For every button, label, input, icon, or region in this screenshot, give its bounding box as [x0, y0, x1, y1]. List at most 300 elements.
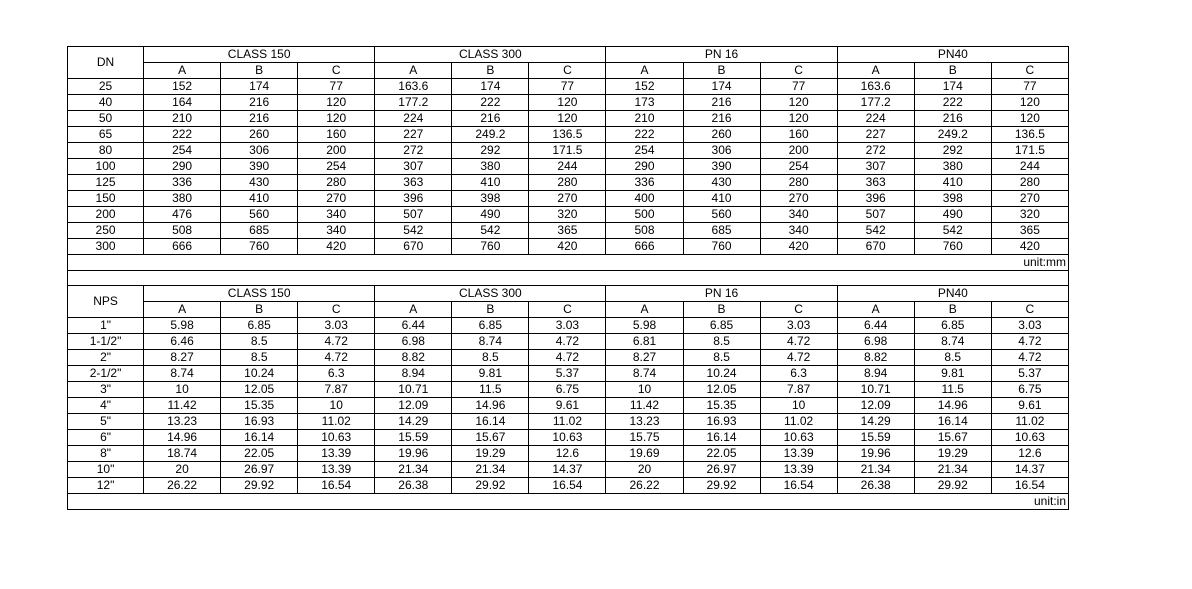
table-cell: 16.54 [991, 478, 1068, 494]
mm-sub-header: C [298, 63, 375, 79]
mm-key-cell: 250 [68, 223, 144, 239]
table-cell: 22.05 [683, 446, 760, 462]
in-sub-header: C [298, 302, 375, 318]
table-cell: 340 [298, 207, 375, 223]
table-cell: 8.94 [837, 366, 914, 382]
table-cell: 8.74 [144, 366, 221, 382]
table-cell: 400 [606, 191, 683, 207]
table-cell: 29.92 [221, 478, 298, 494]
in-sub-header: A [606, 302, 683, 318]
table-cell: 8.5 [683, 334, 760, 350]
table-cell: 398 [452, 191, 529, 207]
mm-sub-header: C [991, 63, 1068, 79]
in-key-cell: 2" [68, 350, 144, 366]
table-cell: 254 [760, 159, 837, 175]
table-cell: 3.03 [991, 318, 1068, 334]
table-row [68, 223, 1069, 239]
table-cell: 760 [914, 239, 991, 255]
table-cell: 8.94 [375, 366, 452, 382]
table-cell: 290 [144, 159, 221, 175]
table-cell: 16.54 [298, 478, 375, 494]
table-cell: 14.37 [991, 462, 1068, 478]
table-cell: 254 [144, 143, 221, 159]
table-cell: 5.98 [606, 318, 683, 334]
table-cell: 19.96 [375, 446, 452, 462]
table-cell: 760 [452, 239, 529, 255]
table-cell: 336 [606, 175, 683, 191]
table-cell: 120 [529, 111, 606, 127]
in-group-header: PN 16 [606, 286, 837, 302]
table-cell: 542 [452, 223, 529, 239]
table-cell: 420 [991, 239, 1068, 255]
table-cell: 216 [914, 111, 991, 127]
table-cell: 6.46 [144, 334, 221, 350]
mm-key-header: DN [68, 47, 144, 79]
table-cell: 13.39 [298, 462, 375, 478]
table-cell: 21.34 [914, 462, 991, 478]
table-cell: 15.67 [452, 430, 529, 446]
in-sub-header: C [529, 302, 606, 318]
table-cell: 280 [529, 175, 606, 191]
table-cell: 10 [144, 382, 221, 398]
table-cell: 171.5 [529, 143, 606, 159]
mm-sub-header: B [683, 63, 760, 79]
mm-group-header-row [68, 47, 1069, 63]
table-cell: 26.22 [144, 478, 221, 494]
table-cell: 8.5 [221, 350, 298, 366]
table-cell: 152 [144, 79, 221, 95]
table-cell: 15.59 [375, 430, 452, 446]
table-cell: 174 [914, 79, 991, 95]
table-cell: 10.71 [375, 382, 452, 398]
table-cell: 430 [221, 175, 298, 191]
table-cell: 210 [144, 111, 221, 127]
table-row [68, 318, 1069, 334]
dimension-sheet [67, 46, 1069, 510]
table-cell: 6.85 [683, 318, 760, 334]
table-cell: 320 [529, 207, 606, 223]
table-cell: 14.96 [914, 398, 991, 414]
mm-sub-header: A [144, 63, 221, 79]
table-row [68, 446, 1069, 462]
table-cell: 500 [606, 207, 683, 223]
table-cell: 420 [298, 239, 375, 255]
table-cell: 10.24 [221, 366, 298, 382]
table-cell: 8.5 [683, 350, 760, 366]
table-cell: 320 [991, 207, 1068, 223]
table-cell: 254 [606, 143, 683, 159]
table-cell: 6.3 [760, 366, 837, 382]
table-cell: 6.98 [837, 334, 914, 350]
table-cell: 6.85 [914, 318, 991, 334]
table-cell: 5.37 [529, 366, 606, 382]
table-cell: 16.54 [529, 478, 606, 494]
table-cell: 10.63 [298, 430, 375, 446]
table-cell: 10.71 [837, 382, 914, 398]
in-sub-header: A [375, 302, 452, 318]
table-cell: 420 [529, 239, 606, 255]
table-cell: 4.72 [298, 334, 375, 350]
table-cell: 19.29 [452, 446, 529, 462]
table-row [68, 207, 1069, 223]
table-cell: 21.34 [452, 462, 529, 478]
table-cell: 8.27 [606, 350, 683, 366]
table-cell: 9.81 [452, 366, 529, 382]
table-cell: 542 [375, 223, 452, 239]
table-cell: 508 [606, 223, 683, 239]
mm-sub-header: C [760, 63, 837, 79]
table-row [68, 382, 1069, 398]
in-key-cell: 1-1/2" [68, 334, 144, 350]
in-sub-header: B [452, 302, 529, 318]
in-key-cell: 8" [68, 446, 144, 462]
table-cell: 164 [144, 95, 221, 111]
table-cell: 507 [837, 207, 914, 223]
table-cell: 490 [914, 207, 991, 223]
table-cell: 560 [221, 207, 298, 223]
table-cell: 12.09 [837, 398, 914, 414]
table-cell: 9.61 [991, 398, 1068, 414]
table-cell: 12.6 [529, 446, 606, 462]
table-row [68, 350, 1069, 366]
table-cell: 14.29 [375, 414, 452, 430]
table-cell: 6.44 [375, 318, 452, 334]
table-cell: 249.2 [452, 127, 529, 143]
table-cell: 174 [683, 79, 760, 95]
table-row [68, 462, 1069, 478]
table-cell: 11.42 [144, 398, 221, 414]
table-cell: 4.72 [760, 350, 837, 366]
table-cell: 272 [837, 143, 914, 159]
table-cell: 6.3 [298, 366, 375, 382]
table-cell: 306 [683, 143, 760, 159]
table-cell: 280 [760, 175, 837, 191]
table-cell: 136.5 [991, 127, 1068, 143]
table-cell: 29.92 [683, 478, 760, 494]
table-cell: 292 [914, 143, 991, 159]
table-cell: 120 [298, 111, 375, 127]
table-cell: 26.38 [375, 478, 452, 494]
table-cell: 4.72 [991, 350, 1068, 366]
table-cell: 8.5 [452, 350, 529, 366]
table-cell: 222 [144, 127, 221, 143]
table-row [68, 111, 1069, 127]
table-cell: 12.09 [375, 398, 452, 414]
table-cell: 20 [144, 462, 221, 478]
table-cell: 760 [221, 239, 298, 255]
table-cell: 26.22 [606, 478, 683, 494]
table-cell: 10 [606, 382, 683, 398]
table-cell: 18.74 [144, 446, 221, 462]
table-cell: 77 [529, 79, 606, 95]
table-cell: 363 [837, 175, 914, 191]
mm-key-cell: 40 [68, 95, 144, 111]
table-row [68, 414, 1069, 430]
table-cell: 227 [375, 127, 452, 143]
table-cell: 216 [452, 111, 529, 127]
mm-sub-header-row [68, 63, 1069, 79]
table-cell: 152 [606, 79, 683, 95]
table-cell: 120 [298, 95, 375, 111]
in-sub-header-row [68, 302, 1069, 318]
mm-sub-header: C [529, 63, 606, 79]
table-cell: 4.72 [529, 350, 606, 366]
table-cell: 4.72 [991, 334, 1068, 350]
table-row [68, 366, 1069, 382]
table-cell: 15.75 [606, 430, 683, 446]
table-cell: 9.81 [914, 366, 991, 382]
table-cell: 12.05 [683, 382, 760, 398]
in-key-cell: 2-1/2" [68, 366, 144, 382]
table-cell: 11.02 [529, 414, 606, 430]
table-row [68, 191, 1069, 207]
table-cell: 120 [760, 95, 837, 111]
table-cell: 14.96 [144, 430, 221, 446]
table-cell: 270 [529, 191, 606, 207]
table-cell: 490 [452, 207, 529, 223]
table-cell: 136.5 [529, 127, 606, 143]
table-cell: 13.23 [144, 414, 221, 430]
table-cell: 6.85 [221, 318, 298, 334]
in-group-header: CLASS 150 [144, 286, 375, 302]
table-cell: 365 [991, 223, 1068, 239]
table-cell: 15.59 [837, 430, 914, 446]
table-cell: 16.14 [914, 414, 991, 430]
table-cell: 8.74 [914, 334, 991, 350]
table-cell: 222 [452, 95, 529, 111]
table-cell: 363 [375, 175, 452, 191]
in-sub-header: C [991, 302, 1068, 318]
table-cell: 26.97 [683, 462, 760, 478]
in-sub-header: B [221, 302, 298, 318]
table-cell: 216 [221, 111, 298, 127]
table-row [68, 79, 1069, 95]
table-cell: 163.6 [375, 79, 452, 95]
table-cell: 173 [606, 95, 683, 111]
table-cell: 12.6 [991, 446, 1068, 462]
table-cell: 380 [144, 191, 221, 207]
in-sub-header: B [914, 302, 991, 318]
in-group-header: PN40 [837, 286, 1068, 302]
table-cell: 77 [760, 79, 837, 95]
table-cell: 8.27 [144, 350, 221, 366]
in-sub-header: C [760, 302, 837, 318]
table-cell: 174 [452, 79, 529, 95]
table-cell: 177.2 [837, 95, 914, 111]
table-cell: 15.35 [683, 398, 760, 414]
table-cell: 8.5 [914, 350, 991, 366]
table-cell: 222 [606, 127, 683, 143]
table-cell: 260 [683, 127, 760, 143]
table-cell: 13.39 [760, 462, 837, 478]
table-cell: 200 [298, 143, 375, 159]
table-cell: 11.02 [298, 414, 375, 430]
table-cell: 11.02 [991, 414, 1068, 430]
table-cell: 270 [760, 191, 837, 207]
table-row [68, 334, 1069, 350]
table-cell: 8.74 [606, 366, 683, 382]
table-cell: 13.39 [760, 446, 837, 462]
mm-sub-header: A [837, 63, 914, 79]
table-cell: 249.2 [914, 127, 991, 143]
table-cell: 685 [683, 223, 760, 239]
table-cell: 420 [760, 239, 837, 255]
table-cell: 280 [991, 175, 1068, 191]
mm-key-cell: 50 [68, 111, 144, 127]
table-cell: 8.82 [375, 350, 452, 366]
in-key-cell: 4" [68, 398, 144, 414]
table-cell: 222 [914, 95, 991, 111]
table-cell: 410 [683, 191, 760, 207]
table-cell: 11.02 [760, 414, 837, 430]
table-cell: 340 [298, 223, 375, 239]
dimension-table [67, 46, 1069, 510]
table-cell: 8.82 [837, 350, 914, 366]
mm-sub-header: B [914, 63, 991, 79]
table-cell: 260 [221, 127, 298, 143]
mm-sub-header: A [375, 63, 452, 79]
table-cell: 396 [837, 191, 914, 207]
table-cell: 227 [837, 127, 914, 143]
table-cell: 5.98 [144, 318, 221, 334]
table-cell: 16.14 [683, 430, 760, 446]
mm-group-header: CLASS 150 [144, 47, 375, 63]
table-cell: 3.03 [760, 318, 837, 334]
table-cell: 9.61 [529, 398, 606, 414]
table-cell: 14.29 [837, 414, 914, 430]
table-cell: 163.6 [837, 79, 914, 95]
table-cell: 120 [991, 111, 1068, 127]
table-cell: 29.92 [914, 478, 991, 494]
table-cell: 272 [375, 143, 452, 159]
table-cell: 224 [375, 111, 452, 127]
table-cell: 11.42 [606, 398, 683, 414]
table-cell: 16.14 [452, 414, 529, 430]
table-cell: 210 [606, 111, 683, 127]
table-cell: 390 [683, 159, 760, 175]
mm-key-cell: 125 [68, 175, 144, 191]
table-cell: 254 [298, 159, 375, 175]
table-cell: 200 [760, 143, 837, 159]
table-cell: 160 [298, 127, 375, 143]
table-cell: 307 [837, 159, 914, 175]
table-cell: 77 [298, 79, 375, 95]
table-cell: 14.96 [452, 398, 529, 414]
table-cell: 398 [914, 191, 991, 207]
table-cell: 507 [375, 207, 452, 223]
table-cell: 290 [606, 159, 683, 175]
table-cell: 20 [606, 462, 683, 478]
table-cell: 14.37 [529, 462, 606, 478]
in-key-cell: 3" [68, 382, 144, 398]
table-cell: 120 [991, 95, 1068, 111]
table-cell: 13.39 [298, 446, 375, 462]
table-row [68, 143, 1069, 159]
table-cell: 244 [529, 159, 606, 175]
table-cell: 365 [529, 223, 606, 239]
in-key-cell: 12" [68, 478, 144, 494]
table-cell: 6.44 [837, 318, 914, 334]
table-cell: 10.63 [991, 430, 1068, 446]
mm-key-cell: 100 [68, 159, 144, 175]
table-cell: 280 [298, 175, 375, 191]
table-cell: 292 [452, 143, 529, 159]
table-row [68, 95, 1069, 111]
in-unit-row [68, 494, 1069, 510]
table-cell: 380 [452, 159, 529, 175]
table-cell: 542 [914, 223, 991, 239]
table-cell: 390 [221, 159, 298, 175]
mm-key-cell: 65 [68, 127, 144, 143]
table-cell: 11.5 [914, 382, 991, 398]
table-cell: 224 [837, 111, 914, 127]
table-cell: 307 [375, 159, 452, 175]
table-row [68, 159, 1069, 175]
table-cell: 4.72 [760, 334, 837, 350]
table-cell: 4.72 [529, 334, 606, 350]
table-cell: 21.34 [375, 462, 452, 478]
table-cell: 3.03 [298, 318, 375, 334]
mm-key-cell: 150 [68, 191, 144, 207]
table-cell: 15.67 [914, 430, 991, 446]
table-cell: 542 [837, 223, 914, 239]
table-cell: 476 [144, 207, 221, 223]
table-cell: 5.37 [991, 366, 1068, 382]
table-cell: 120 [760, 111, 837, 127]
table-cell: 160 [760, 127, 837, 143]
in-group-header: CLASS 300 [375, 286, 606, 302]
table-cell: 19.29 [914, 446, 991, 462]
in-sub-header: A [837, 302, 914, 318]
table-cell: 8.74 [452, 334, 529, 350]
table-cell: 19.96 [837, 446, 914, 462]
table-cell: 10 [298, 398, 375, 414]
table-cell: 26.97 [221, 462, 298, 478]
table-cell: 22.05 [221, 446, 298, 462]
mm-sub-header: A [606, 63, 683, 79]
mm-sub-header: B [221, 63, 298, 79]
table-cell: 15.35 [221, 398, 298, 414]
table-cell: 410 [914, 175, 991, 191]
mm-key-cell: 200 [68, 207, 144, 223]
table-cell: 396 [375, 191, 452, 207]
table-cell: 216 [683, 111, 760, 127]
table-cell: 120 [529, 95, 606, 111]
table-cell: 306 [221, 143, 298, 159]
table-cell: 6.75 [529, 382, 606, 398]
in-unit-label: unit:in [68, 494, 1069, 510]
table-cell: 508 [144, 223, 221, 239]
table-cell: 26.38 [837, 478, 914, 494]
table-cell: 12.05 [221, 382, 298, 398]
table-cell: 336 [144, 175, 221, 191]
table-row [68, 398, 1069, 414]
table-cell: 6.81 [606, 334, 683, 350]
table-cell: 216 [221, 95, 298, 111]
table-cell: 6.98 [375, 334, 452, 350]
in-sub-header: A [144, 302, 221, 318]
mm-group-header: CLASS 300 [375, 47, 606, 63]
in-key-cell: 5" [68, 414, 144, 430]
table-row [68, 239, 1069, 255]
table-cell: 16.54 [760, 478, 837, 494]
table-cell: 666 [606, 239, 683, 255]
mm-key-cell: 25 [68, 79, 144, 95]
table-cell: 10.63 [529, 430, 606, 446]
table-cell: 760 [683, 239, 760, 255]
table-cell: 666 [144, 239, 221, 255]
table-cell: 3.03 [529, 318, 606, 334]
